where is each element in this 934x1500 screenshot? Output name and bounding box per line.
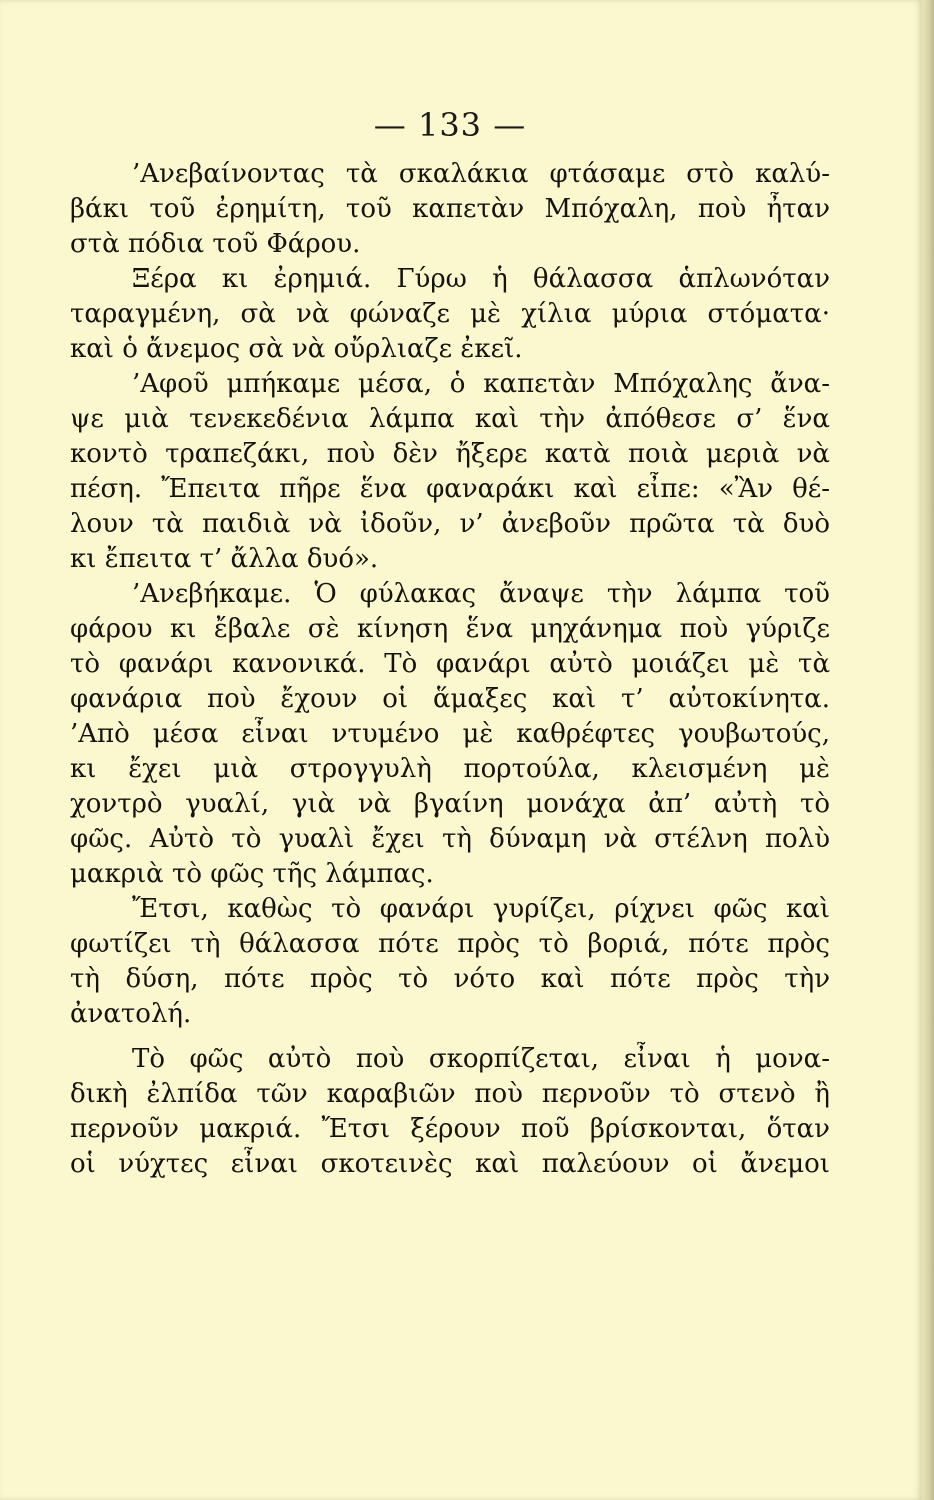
text-line: Τὸ φῶς αὐτὸ ποὺ σκορπίζεται, εἶναι ἡ μονα- <box>132 1044 830 1074</box>
paragraph <box>70 892 830 1032</box>
text-line: κι ἔπειτα τ’ ἄλλα δυό». <box>70 544 379 574</box>
text-line: περνοῦν μακριά. Ἔτσι ξέρουν ποῦ βρίσκονται, ὅταν <box>70 1114 830 1144</box>
paragraph <box>70 1042 830 1182</box>
paragraph <box>70 577 830 892</box>
text-line: μακριὰ τὸ φῶς τῆς λάμπας. <box>70 859 434 889</box>
body-text <box>70 157 830 1182</box>
text-line: κοντὸ τραπεζάκι, ποὺ δὲν ἤξερε κατὰ ποιὰ μεριὰ νὰ <box>70 439 830 469</box>
paragraph-gap <box>70 1032 830 1042</box>
text-line: ’Απὸ μέσα εἶναι ντυμένο μὲ καθρέφτες γουβωτούς, <box>70 719 830 749</box>
text-line: χοντρὸ γυαλί, γιὰ νὰ βγαίνη μονάχα ἀπ’ αὐτὴ τὸ <box>70 789 830 819</box>
text-line: ψε μιὰ τενεκεδένια λάμπα καὶ τὴν ἀπόθεσε σ’ ἕνα <box>70 404 830 434</box>
page-number: — 133 — <box>373 106 527 144</box>
paragraph <box>70 262 830 367</box>
text-line: φάρου κι ἔβαλε σὲ κίνηση ἕνα μηχάνημα ποὺ γύριζε <box>70 614 830 644</box>
text-line: στὰ πόδια τοῦ Φάρου. <box>70 229 361 259</box>
text-line: τὴ δύση, πότε πρὸς τὸ νότο καὶ πότε πρὸς τὴν <box>70 964 830 994</box>
paragraph <box>70 157 830 262</box>
text-line: πέση. Ἔπειτα πῆρε ἕνα φαναράκι καὶ εἶπε: «Ἂν θέ- <box>70 474 830 504</box>
text-line: ’Ανεβήκαμε. Ὁ φύλακας ἄναψε τὴν λάμπα τοῦ <box>132 579 830 609</box>
text-line: φωτίζει τὴ θάλασσα πότε πρὸς τὸ βοριά, πότε πρὸς <box>70 929 830 959</box>
text-line: δικὴ ἐλπίδα τῶν καραβιῶν ποὺ περνοῦν τὸ στενὸ ἢ <box>70 1079 830 1109</box>
text-line: βάκι τοῦ ἐρημίτη, τοῦ καπετὰν Μπόχαλη, ποὺ ἦταν <box>70 194 830 224</box>
text-line: λουν τὰ παιδιὰ νὰ ἰδοῦν, ν’ ἀνεβοῦν πρῶτα τὰ δυὸ <box>70 509 830 539</box>
text-line: καὶ ὁ ἄνεμος σὰ νὰ οὔρλιαζε ἐκεῖ. <box>70 334 523 364</box>
text-line: Ἔτσι, καθὼς τὸ φανάρι γυρίζει, ρίχνει φῶς καὶ <box>132 894 830 924</box>
text-line: τὸ φανάρι κανονικά. Τὸ φανάρι αὐτὸ μοιάζει μὲ τὰ <box>70 649 830 679</box>
text-line: ταραγμένη, σὰ νὰ φώναζε μὲ χίλια μύρια στόματα· <box>70 299 830 329</box>
text-line: ’Αφοῦ μπήκαμε μέσα, ὁ καπετὰν Μπόχαλης ἄνα- <box>132 369 830 399</box>
paragraph <box>70 367 830 577</box>
text-line: οἱ νύχτες εἶναι σκοτεινὲς καὶ παλεύουν οἱ ἄνεμοι <box>70 1149 830 1179</box>
text-line: κι ἔχει μιὰ στρογγυλὴ πορτούλα, κλεισμένη μὲ <box>70 754 830 784</box>
text-line: φανάρια ποὺ ἔχουν οἱ ἅμαξες καὶ τ’ αὐτοκίνητα. <box>70 684 830 714</box>
text-line: Ξέρα κι ἐρημιά. Γύρω ἡ θάλασσα ἁπλωνόταν <box>132 264 830 294</box>
page-edge <box>922 0 934 1500</box>
text-line: φῶς. Αὐτὸ τὸ γυαλὶ ἔχει τὴ δύναμη νὰ στέλνη πολὺ <box>70 824 830 854</box>
text-line: ἀνατολή. <box>70 999 192 1029</box>
text-line: ’Ανεβαίνοντας τὰ σκαλάκια φτάσαμε στὸ καλύ- <box>132 159 830 189</box>
